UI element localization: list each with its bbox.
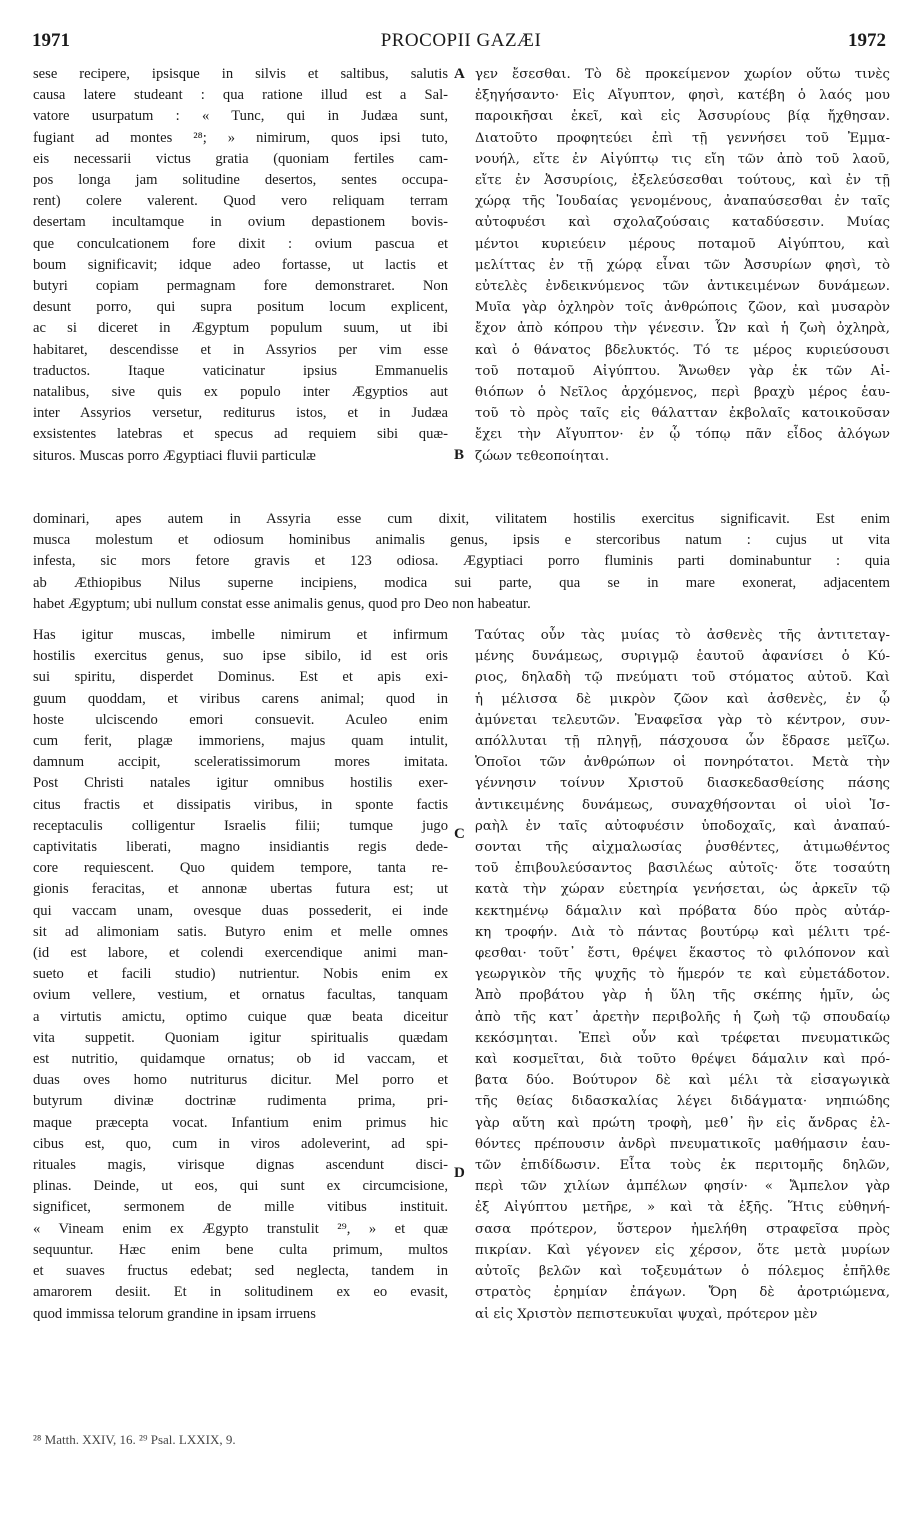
text-line: dominari, apes autem in Assyria esse cum dixit, vilitatem hostilis exercitus significavit. Est enim xyxy=(33,511,890,527)
text-line: εὐτελὲς ἐνδεικνύμενος τῶν ἀντικειμένων δυνάμεων. xyxy=(475,279,890,295)
text-line: μένης δυνάμεως, συριγμῷ ἑαυτοῦ ἀφανίσει ὁ Κύ- xyxy=(475,649,890,665)
text-line: ἀπὸ τῆς κατ᾽ ἀρετὴν περιβολῆς ἡ ζωὴ τῷ σπουδαίῳ xyxy=(475,1009,890,1025)
text-line: γεωργικὸν τῆς ψυχῆς τὸ ἥμερόν τε καὶ εὐμετάδοτον. xyxy=(475,967,890,983)
right-page-number: 1972 xyxy=(848,30,886,51)
text-line: καὶ ὁ θάνατος βδελυκτός. Τό τε μέρος κυριεύσουσι xyxy=(475,342,890,358)
text-line: exsistentes latebras et specus ad requiem sibi quæ- xyxy=(33,426,448,443)
text-line: Μυῖα γὰρ ὀχληρὸν τοῖς ἀνθρώποις ζῶον, καὶ μυσαρὸν xyxy=(475,300,890,316)
text-line: sui spiritu, disperdet Dominus. Est et apis exi- xyxy=(33,669,448,686)
text-line: guum quoddam, et viribus carens animal; quod in xyxy=(33,690,448,707)
text-line: significet, sermonem de mille vitibus instituit. xyxy=(33,1199,448,1216)
text-line: κατὰ τὴν χώραν εὐετηρία γενήσεται, ὡς ἀρκεῖν τῷ xyxy=(475,882,890,898)
text-line: cum ferit, plagæ immoriens, majus quam intulit, xyxy=(33,733,448,750)
text-line: damnum accipit, sceleratissimorum mores imitata. xyxy=(33,754,448,771)
text-line: τοῦ ἐπιβουλεύσαντος βασιλέως αὐτοῖς· ὅτε τοσαύτη xyxy=(475,861,890,877)
text-line: et suaves fructus edebat; sed neglecta, tandem in xyxy=(33,1263,448,1280)
text-line: desertam incultamque in ovium depastionem bovis- xyxy=(33,214,448,231)
text-line: Ἀπὸ προβάτου γὰρ ἡ ὕλη τῆς σκέπης ἡμῖν, ὡς xyxy=(475,988,890,1004)
text-line: cibus est, quo, cum in viros adoleverint, ad spi- xyxy=(33,1135,448,1152)
text-line: « Vineam enim ex Ægypto transtulit ²⁹, » et quæ xyxy=(33,1220,448,1237)
text-line: (id est labore, et colendi exercendique animi man- xyxy=(33,945,448,962)
text-line: Ταύτας οὖν τὰς μυίας τὸ ἀσθενὲς τῆς ἀντιτεταγ- xyxy=(475,628,890,643)
text-line: Post Christi natales igitur omnibus hostilis exer- xyxy=(33,775,448,792)
text-line: ἔχει τὴν Αἴγυπτον· ἐν ᾧ τόπῳ πᾶν εἶδος ἀλόγων xyxy=(475,427,890,443)
text-line: situros. Muscas porro Ægyptiaci fluvii particulæ xyxy=(33,447,316,464)
text-line: citus fractis et dissipatis viribus, in sponte factis xyxy=(33,796,448,813)
text-line: περὶ τῶν χιλίων ἀμπέλων φησίν· « Ἄμπελον γὰρ xyxy=(475,1179,890,1195)
text-line: infesta, sic mors fetore gravis et 123 odiosa. Ægyptiaci porro fluminis parti dominabuntur : quia xyxy=(33,553,890,570)
text-line: απόλλυται τῇ πληγῇ, πάσχουσα ὧν ἔδρασε μεῖζω. xyxy=(475,734,890,750)
text-line: maque præcepta vocat. Infantium enim primus hic xyxy=(33,1114,448,1131)
text-line: vita suppetit. Quoniam igitur spiritualis quædam xyxy=(33,1029,448,1046)
text-line: inter Assyrios versetur, rediturus istos, et in Judæa xyxy=(33,405,448,422)
margin-mark-b: B xyxy=(454,447,465,463)
text-line: plinas. Deinde, ut eos, qui sunt ex circumcisione, xyxy=(33,1178,448,1195)
text-line: eis necessarii victus gratia (quoniam fertiles cam- xyxy=(33,150,448,167)
greek-column-bottom xyxy=(475,625,890,1325)
text-line: ab Æthiopibus Nilus superne incipiens, modica sui parte, qua se in mare exonerat, adjacentem xyxy=(33,574,890,591)
text-line: βατα δύο. Βούτυρον δὲ καὶ μέλι τὰ εἰσαγωγικὰ xyxy=(475,1073,890,1089)
text-line: sese recipere, ipsisque in silvis et saltibus, salutis xyxy=(33,66,448,82)
text-line: core requiescent. Quo quidem tempore, tanta re- xyxy=(33,860,448,877)
text-line: sequuntur. Hæc enim bene culta primum, multos xyxy=(33,1241,448,1258)
text-line: γεν ἔσεσθαι. Τὸ δὲ προκείμενον χωρίον οὕτω τινὲς xyxy=(475,67,890,82)
margin-mark-a: A xyxy=(454,66,465,82)
text-line: amarorem desiit. Et in solitudinem ex eo evasit, xyxy=(33,1284,448,1301)
text-line: habet Ægyptum; ubi nullum constat esse animalis genus, quod pro Deo non habeatur. xyxy=(33,595,531,612)
text-line: natalibus, sive quis ex populo inter Ægyptios aut xyxy=(33,384,448,401)
greek-column-top xyxy=(475,64,890,467)
text-line: αὐτοῖς βελῶν καὶ τοξευμάτων ὁ πόλεμος ἐπῆλθε xyxy=(475,1264,890,1280)
text-line: Διατοῦτο προφητεύει ἐπὶ τῇ γεννήσει τοῦ Ἐμμα- xyxy=(475,130,890,146)
text-line: ἐξ Αἰγύπτου μετῆρε, » καὶ τὰ ἑξῆς. Ἥτις εὐθηνή- xyxy=(475,1200,890,1216)
left-page-number: 1971 xyxy=(32,30,70,51)
text-line: Ὁποῖοι τῶν ἀνθρώπων οἱ πονηρότατοι. Μετὰ τὴν xyxy=(475,755,890,771)
text-line: rent) colere valerent. Quod vero reliquam terram xyxy=(33,193,448,210)
text-line: Has igitur muscas, imbelle nimirum et infirmum xyxy=(33,627,448,643)
text-line: κεκτημένῳ δάμαλιν καὶ πρόβατα δύο πρὸς αὐτάρ- xyxy=(475,903,890,919)
text-line: χώρᾳ τῆς Ἰουδαίας γενομένους, ἀναπαύσεσθαι ἐν ταῖς xyxy=(475,194,890,210)
margin-mark-c: C xyxy=(454,826,465,842)
text-line: sit ad alimoniam satis. Butyro enim et melle omnes xyxy=(33,923,448,940)
text-line: traductos. Itaque vaticinatur ipsius Emmanuelis xyxy=(33,362,448,379)
text-line: τῶν ἐπιδίδωσιν. Εἶτα τοὺς ἐκ περιτομῆς δηλῶν, xyxy=(475,1158,890,1174)
text-line: fugiant ad montes ²⁸; » nimirum, quos ipsi tuto, xyxy=(33,129,448,146)
text-line: παροικῆσαι ἐκεῖ, καὶ εἰς Ἀσσυρίους βίᾳ ἤχθησαν. xyxy=(475,109,890,125)
text-line: desunt porro, qui supra positum locum explicent, xyxy=(33,299,448,316)
text-line: ἔχον ἀπὸ κόπρου τὴν γένεσιν. Ὧν καὶ ἡ ζωὴ ὀχληρὰ, xyxy=(475,321,890,337)
text-line: κη τροφήν. Διὰ τὸ πάντας βουτύρῳ καὶ μέλιτι τρέ- xyxy=(475,924,890,940)
text-line: τοῦ ποταμοῦ Αἰγύπτου. Ἄνωθεν γὰρ ἐκ τῶν Αἰ- xyxy=(475,363,890,379)
margin-mark-d: D xyxy=(454,1165,465,1181)
text-line: ριος, δηλαδὴ τῷ πνεύματι τοῦ στόματος αὐτοῦ. Καὶ xyxy=(475,670,890,686)
text-line: εἴτε ἐν Ἀσσυρίοις, ἐξελεύσεσθαι τούτους, καὶ ἐν τῇ xyxy=(475,173,890,189)
text-line: ovium vellere, vestium, et ornatus facultas, tanquam xyxy=(33,987,448,1004)
text-line: ραὴλ ἐν ταῖς αὐτοφυέσιν ὑποδοχαῖς, καὶ ἀναπαύ- xyxy=(475,818,890,834)
text-line: rituales magis, virisque dignas ascendunt disci- xyxy=(33,1157,448,1174)
text-line: γὰρ αὕτη καὶ πρώτη τροφὴ, μεθ᾽ ἣν εἰς ἄνδρας ἐλ- xyxy=(475,1115,890,1131)
text-line: θόντες πρέπουσιν ἀνδρὶ πνευματικοῖς μαθήμασιν ἑαυ- xyxy=(475,1136,890,1152)
text-line: que conculcationem fore dixit : ovium pascua et xyxy=(33,235,448,252)
text-line: ἐξηγήσαντο· Εἰς Αἴγυπτον, φησὶ, κατέβη ὁ λαός μου xyxy=(475,88,890,104)
text-line: captivitatis liberati, magno insidiantis regis dede- xyxy=(33,839,448,856)
text-line: φεσθαι· τοῦτ᾽ ἔστι, θρέψει ἕκαστος τὸ φιλόπονον καὶ xyxy=(475,946,890,962)
text-line: αὐτοφυέσι καὶ σχολαζούσαις καταδύσεσιν. Μυίας xyxy=(475,215,890,231)
text-line: butyri copiam permagnam fore demonstraret. Non xyxy=(33,278,448,295)
text-line: ἀμύνεται τελευτῶν. Ἐναφεῖσα γὰρ τὸ κέντρον, συν- xyxy=(475,712,890,728)
text-line: boum significavit; idque adeo fortasse, ut lactis et xyxy=(33,256,448,273)
text-line: ἀντικειμένης δυνάμεως, συναχθήσονται οἱ υἱοὶ Ἰσ- xyxy=(475,797,890,813)
text-line: butyrum divinæ doctrinæ rudimenta prima, pri- xyxy=(33,1093,448,1110)
text-line: τῆς θείας διδασκαλίας λέγει διδάγματα· νηπιώδης xyxy=(475,1094,890,1110)
latin-column-bottom xyxy=(33,625,448,1325)
text-line: ac si diceret in Ægyptum populum suum, ut ibi xyxy=(33,320,448,337)
text-line: τοῦ τὸ πρὸς ταῖς εἰς θάλατταν ἐκβολαῖς κατοικοῦσαν xyxy=(475,406,890,422)
text-line: ἡ μέλισσα δὲ μικρὸν ζῶον καὶ ἀσθενὲς, ἐν ᾧ xyxy=(475,691,890,707)
text-line: σονται τῆς αἰχμαλωσίας ῥυσθέντες, ἀτιμωθέντος xyxy=(475,840,890,856)
text-line: receptaculis colligentur Israelis filii; tumque jugo xyxy=(33,817,448,834)
text-line: vatore usurpatum : « Tunc, qui in Judæa sunt, xyxy=(33,108,448,125)
footnotes: ²⁸ Matth. XXIV, 16. ²⁹ Psal. LXXIX, 9. xyxy=(33,1432,236,1447)
text-line: qui vaccam unam, ovesque duas possederit, ei inde xyxy=(33,902,448,919)
text-line: hoste ulciscendo emori consuevit. Aculeo enim xyxy=(33,711,448,728)
text-line: στρατὸς ἐρημίαν ἐπάγων. Ὄρη δὲ ἀροτριώμενα, xyxy=(475,1285,890,1301)
text-line: musca molestum et odiosum hominibus animalis genus, ipsis e stercoribus natum : cujus ut vita xyxy=(33,532,890,549)
text-line: πικρίαν. Καὶ γέγονεν εἰς χέρσον, ὅτε μετὰ μυρίων xyxy=(475,1242,890,1258)
text-line: καὶ κοσμεῖται, διὰ τοῦτο θρέψει δάμαλιν καὶ πρό- xyxy=(475,1052,890,1068)
text-line: γέννησιν τοίνυν Χριστοῦ διασκεδασθείσης πάσης xyxy=(475,776,890,792)
text-line: a virtutis amictu, optimo cuique quæ beata diceitur xyxy=(33,1008,448,1025)
text-line: σασα πρότερον, ὕστερον ἠμελήθη στραφεῖσα πρὸς xyxy=(475,1221,890,1237)
latin-full-width-passage xyxy=(33,509,890,615)
text-line: causa latere studeant : qua ratione illud est a Sal- xyxy=(33,87,448,104)
text-line: habitaret, descendisse et in Assyrios per vim esse xyxy=(33,341,448,358)
text-line: μελίττας ἐν τῇ χώρᾳ εἶναι τῶν Ἀσσυρίων φησὶ, τὸ xyxy=(475,257,890,273)
text-line: hostilis exercitus genus, suo ipse sibilo, id est oris xyxy=(33,648,448,665)
text-line: κεκόσμηται. Ἐπεὶ οὖν καὶ τρέφεται πνευματικῶς xyxy=(475,1030,890,1046)
text-line: sueto et facili studio) nutrientur. Nobis enim ex xyxy=(33,966,448,983)
text-line: θιόπων ὁ Νεῖλος ἀρχόμενος, περὶ βραχὺ μέρος ἑαυ- xyxy=(475,385,890,401)
text-line: est nutritio, quidamque ornatus; ob id vaccam, et xyxy=(33,1051,448,1068)
text-line: αἱ εἰς Χριστὸν πεπιστευκυῖαι ψυχαὶ, πρότερον μὲν xyxy=(475,1306,818,1322)
latin-column-top xyxy=(33,64,448,467)
text-line: μέντοι κυριεύειν μέρους ποταμοῦ Αἰγύπτου, καὶ xyxy=(475,236,890,252)
text-line: pos longa jam solitudine desertos, sentes occupa- xyxy=(33,172,448,189)
text-line: duas oves homo nutriturus dicitur. Mel porro et xyxy=(33,1072,448,1089)
running-title: PROCOPII GAZÆI xyxy=(380,30,542,51)
text-line: ζώων τεθεοποίηται. xyxy=(475,448,610,464)
text-line: gionis feracitas, et annonæ ubertas futura est; ut xyxy=(33,881,448,898)
text-line: quod immissa telorum grandine in ipsam irruens xyxy=(33,1305,316,1322)
text-line: νουήλ, εἴτε ἐν Αἰγύπτῳ τις εἴη τῶν ἀπὸ τοῦ λαοῦ, xyxy=(475,151,890,167)
